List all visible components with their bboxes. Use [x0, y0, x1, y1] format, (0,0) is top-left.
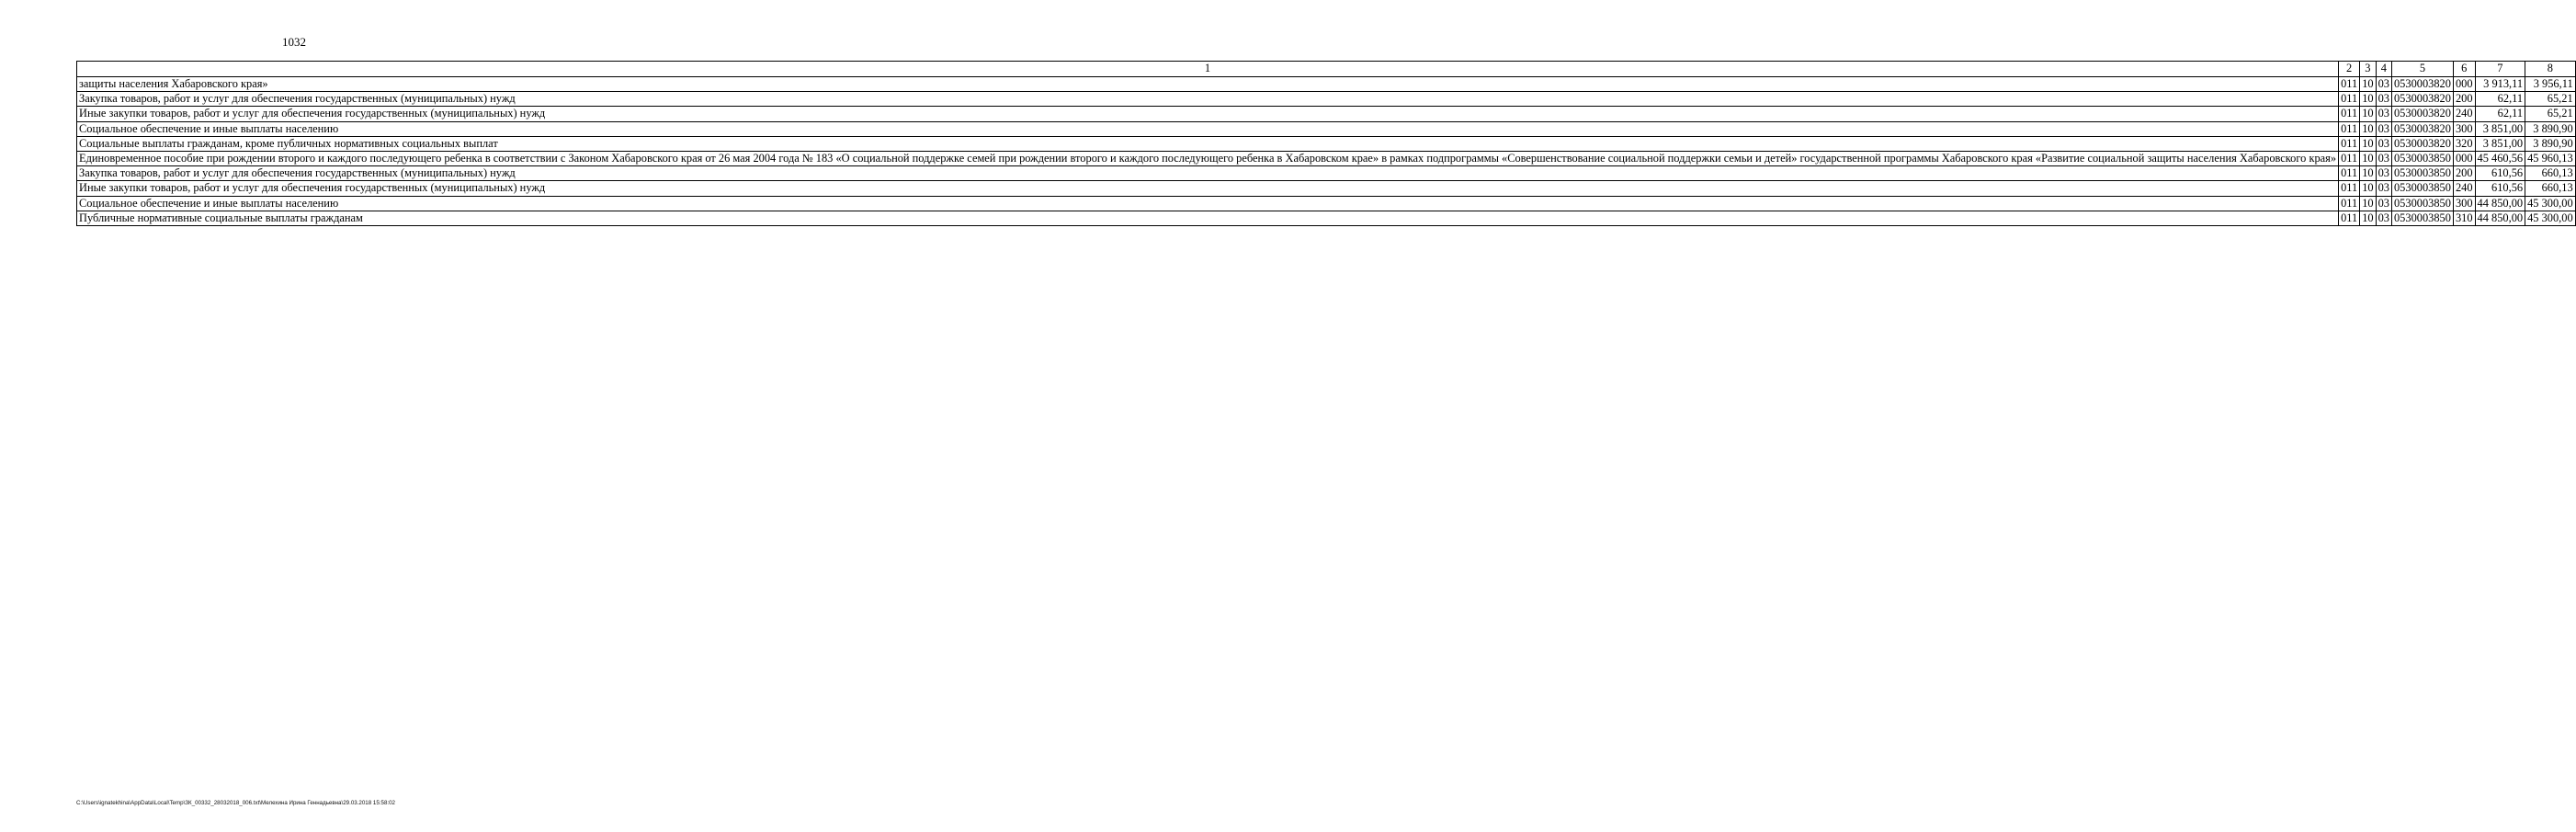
table-row [77, 152, 2576, 166]
target-article: 0530003820 [2391, 136, 2453, 151]
ministry-code: 011 [2339, 107, 2360, 121]
subsection-code: 03 [2376, 107, 2391, 121]
amount-year-1: 3 913,11 [2475, 77, 2525, 92]
budget-table [76, 61, 2576, 226]
amount-year-1: 44 850,00 [2475, 211, 2525, 225]
section-code: 10 [2360, 152, 2376, 166]
target-article: 0530003850 [2391, 211, 2453, 225]
amount-year-2: 65,21 [2525, 107, 2576, 121]
section-code: 10 [2360, 77, 2376, 92]
table-row [77, 92, 2576, 107]
row-name: Социальное обеспечение и иные выплаты населению [77, 121, 2339, 136]
file-path-footer: C:\Users\ignatekhina\AppData\Local\Temp\ЗК_00332_28032018_006.txt\Мелехина Ирина Геннадьевна\29.03.2018 15:58:02 [76, 800, 395, 806]
expense-type: 310 [2453, 211, 2475, 225]
amount-year-2: 45 960,13 [2525, 152, 2576, 166]
header-row [77, 62, 2576, 77]
row-name: Иные закупки товаров, работ и услуг для обеспечения государственных (муниципальных) нужд [77, 107, 2339, 121]
col-header: 1 [77, 62, 2339, 77]
subsection-code: 03 [2376, 136, 2391, 151]
expense-type: 000 [2453, 152, 2475, 166]
ministry-code: 011 [2339, 166, 2360, 181]
subsection-code: 03 [2376, 152, 2391, 166]
row-name: Иные закупки товаров, работ и услуг для обеспечения государственных (муниципальных) нужд [77, 181, 2339, 196]
col-header: 7 [2475, 62, 2525, 77]
target-article: 0530003820 [2391, 121, 2453, 136]
target-article: 0530003820 [2391, 77, 2453, 92]
amount-year-2: 660,13 [2525, 166, 2576, 181]
amount-year-2: 3 890,90 [2525, 121, 2576, 136]
amount-year-2: 65,21 [2525, 92, 2576, 107]
expense-type: 200 [2453, 92, 2475, 107]
table-row [77, 211, 2576, 225]
expense-type: 200 [2453, 166, 2475, 181]
amount-year-1: 3 851,00 [2475, 121, 2525, 136]
row-name: Социальные выплаты гражданам, кроме публичных нормативных социальных выплат [77, 136, 2339, 151]
section-code: 10 [2360, 196, 2376, 211]
amount-year-1: 3 851,00 [2475, 136, 2525, 151]
subsection-code: 03 [2376, 211, 2391, 225]
table-row [77, 77, 2576, 92]
table-row [77, 196, 2576, 211]
section-code: 10 [2360, 92, 2376, 107]
amount-year-1: 62,11 [2475, 92, 2525, 107]
amount-year-1: 610,56 [2475, 166, 2525, 181]
row-name: Публичные нормативные социальные выплаты гражданам [77, 211, 2339, 225]
ministry-code: 011 [2339, 211, 2360, 225]
target-article: 0530003850 [2391, 152, 2453, 166]
section-code: 10 [2360, 121, 2376, 136]
subsection-code: 03 [2376, 77, 2391, 92]
amount-year-2: 3 956,11 [2525, 77, 2576, 92]
target-article: 0530003850 [2391, 181, 2453, 196]
page-number: 1032 [282, 35, 306, 49]
ministry-code: 011 [2339, 77, 2360, 92]
ministry-code: 011 [2339, 121, 2360, 136]
amount-year-2: 45 300,00 [2525, 196, 2576, 211]
target-article: 0530003850 [2391, 166, 2453, 181]
table-row [77, 121, 2576, 136]
col-header: 4 [2376, 62, 2391, 77]
col-header: 8 [2525, 62, 2576, 77]
subsection-code: 03 [2376, 181, 2391, 196]
ministry-code: 011 [2339, 152, 2360, 166]
expense-type: 000 [2453, 77, 2475, 92]
table-row [77, 107, 2576, 121]
target-article: 0530003820 [2391, 107, 2453, 121]
row-name: Социальное обеспечение и иные выплаты населению [77, 196, 2339, 211]
table-row [77, 136, 2576, 151]
table-row [77, 181, 2576, 196]
section-code: 10 [2360, 211, 2376, 225]
amount-year-2: 3 890,90 [2525, 136, 2576, 151]
col-header: 2 [2339, 62, 2360, 77]
row-name: Единовременное пособие при рождении второго и каждого последующего ребенка в соответствии с Законом Хабаровского края от 26 мая 2004 года № 183 «О социальной поддержке семей при рождении второго и каждого последующего ребенка в Хабаровском крае» в рамках подпрограммы «Совершенствование социальной поддержки семьи и детей» государственной программы Хабаровского края «Развитие социальной защиты населения Хабаровского края» [77, 152, 2339, 166]
target-article: 0530003850 [2391, 196, 2453, 211]
expense-type: 300 [2453, 196, 2475, 211]
expense-type: 240 [2453, 181, 2475, 196]
amount-year-1: 44 850,00 [2475, 196, 2525, 211]
amount-year-2: 660,13 [2525, 181, 2576, 196]
section-code: 10 [2360, 166, 2376, 181]
expense-type: 300 [2453, 121, 2475, 136]
subsection-code: 03 [2376, 196, 2391, 211]
ministry-code: 011 [2339, 196, 2360, 211]
expense-type: 320 [2453, 136, 2475, 151]
expense-type: 240 [2453, 107, 2475, 121]
row-name: Закупка товаров, работ и услуг для обеспечения государственных (муниципальных) нужд [77, 166, 2339, 181]
section-code: 10 [2360, 107, 2376, 121]
amount-year-1: 45 460,56 [2475, 152, 2525, 166]
subsection-code: 03 [2376, 166, 2391, 181]
amount-year-1: 62,11 [2475, 107, 2525, 121]
subsection-code: 03 [2376, 92, 2391, 107]
col-header: 5 [2391, 62, 2453, 77]
amount-year-2: 45 300,00 [2525, 211, 2576, 225]
target-article: 0530003820 [2391, 92, 2453, 107]
ministry-code: 011 [2339, 92, 2360, 107]
amount-year-1: 610,56 [2475, 181, 2525, 196]
row-name: Закупка товаров, работ и услуг для обеспечения государственных (муниципальных) нужд [77, 92, 2339, 107]
col-header: 3 [2360, 62, 2376, 77]
ministry-code: 011 [2339, 136, 2360, 151]
table-row [77, 166, 2576, 181]
section-code: 10 [2360, 136, 2376, 151]
row-name: защиты населения Хабаровского края» [77, 77, 2339, 92]
col-header: 6 [2453, 62, 2475, 77]
ministry-code: 011 [2339, 181, 2360, 196]
section-code: 10 [2360, 181, 2376, 196]
subsection-code: 03 [2376, 121, 2391, 136]
